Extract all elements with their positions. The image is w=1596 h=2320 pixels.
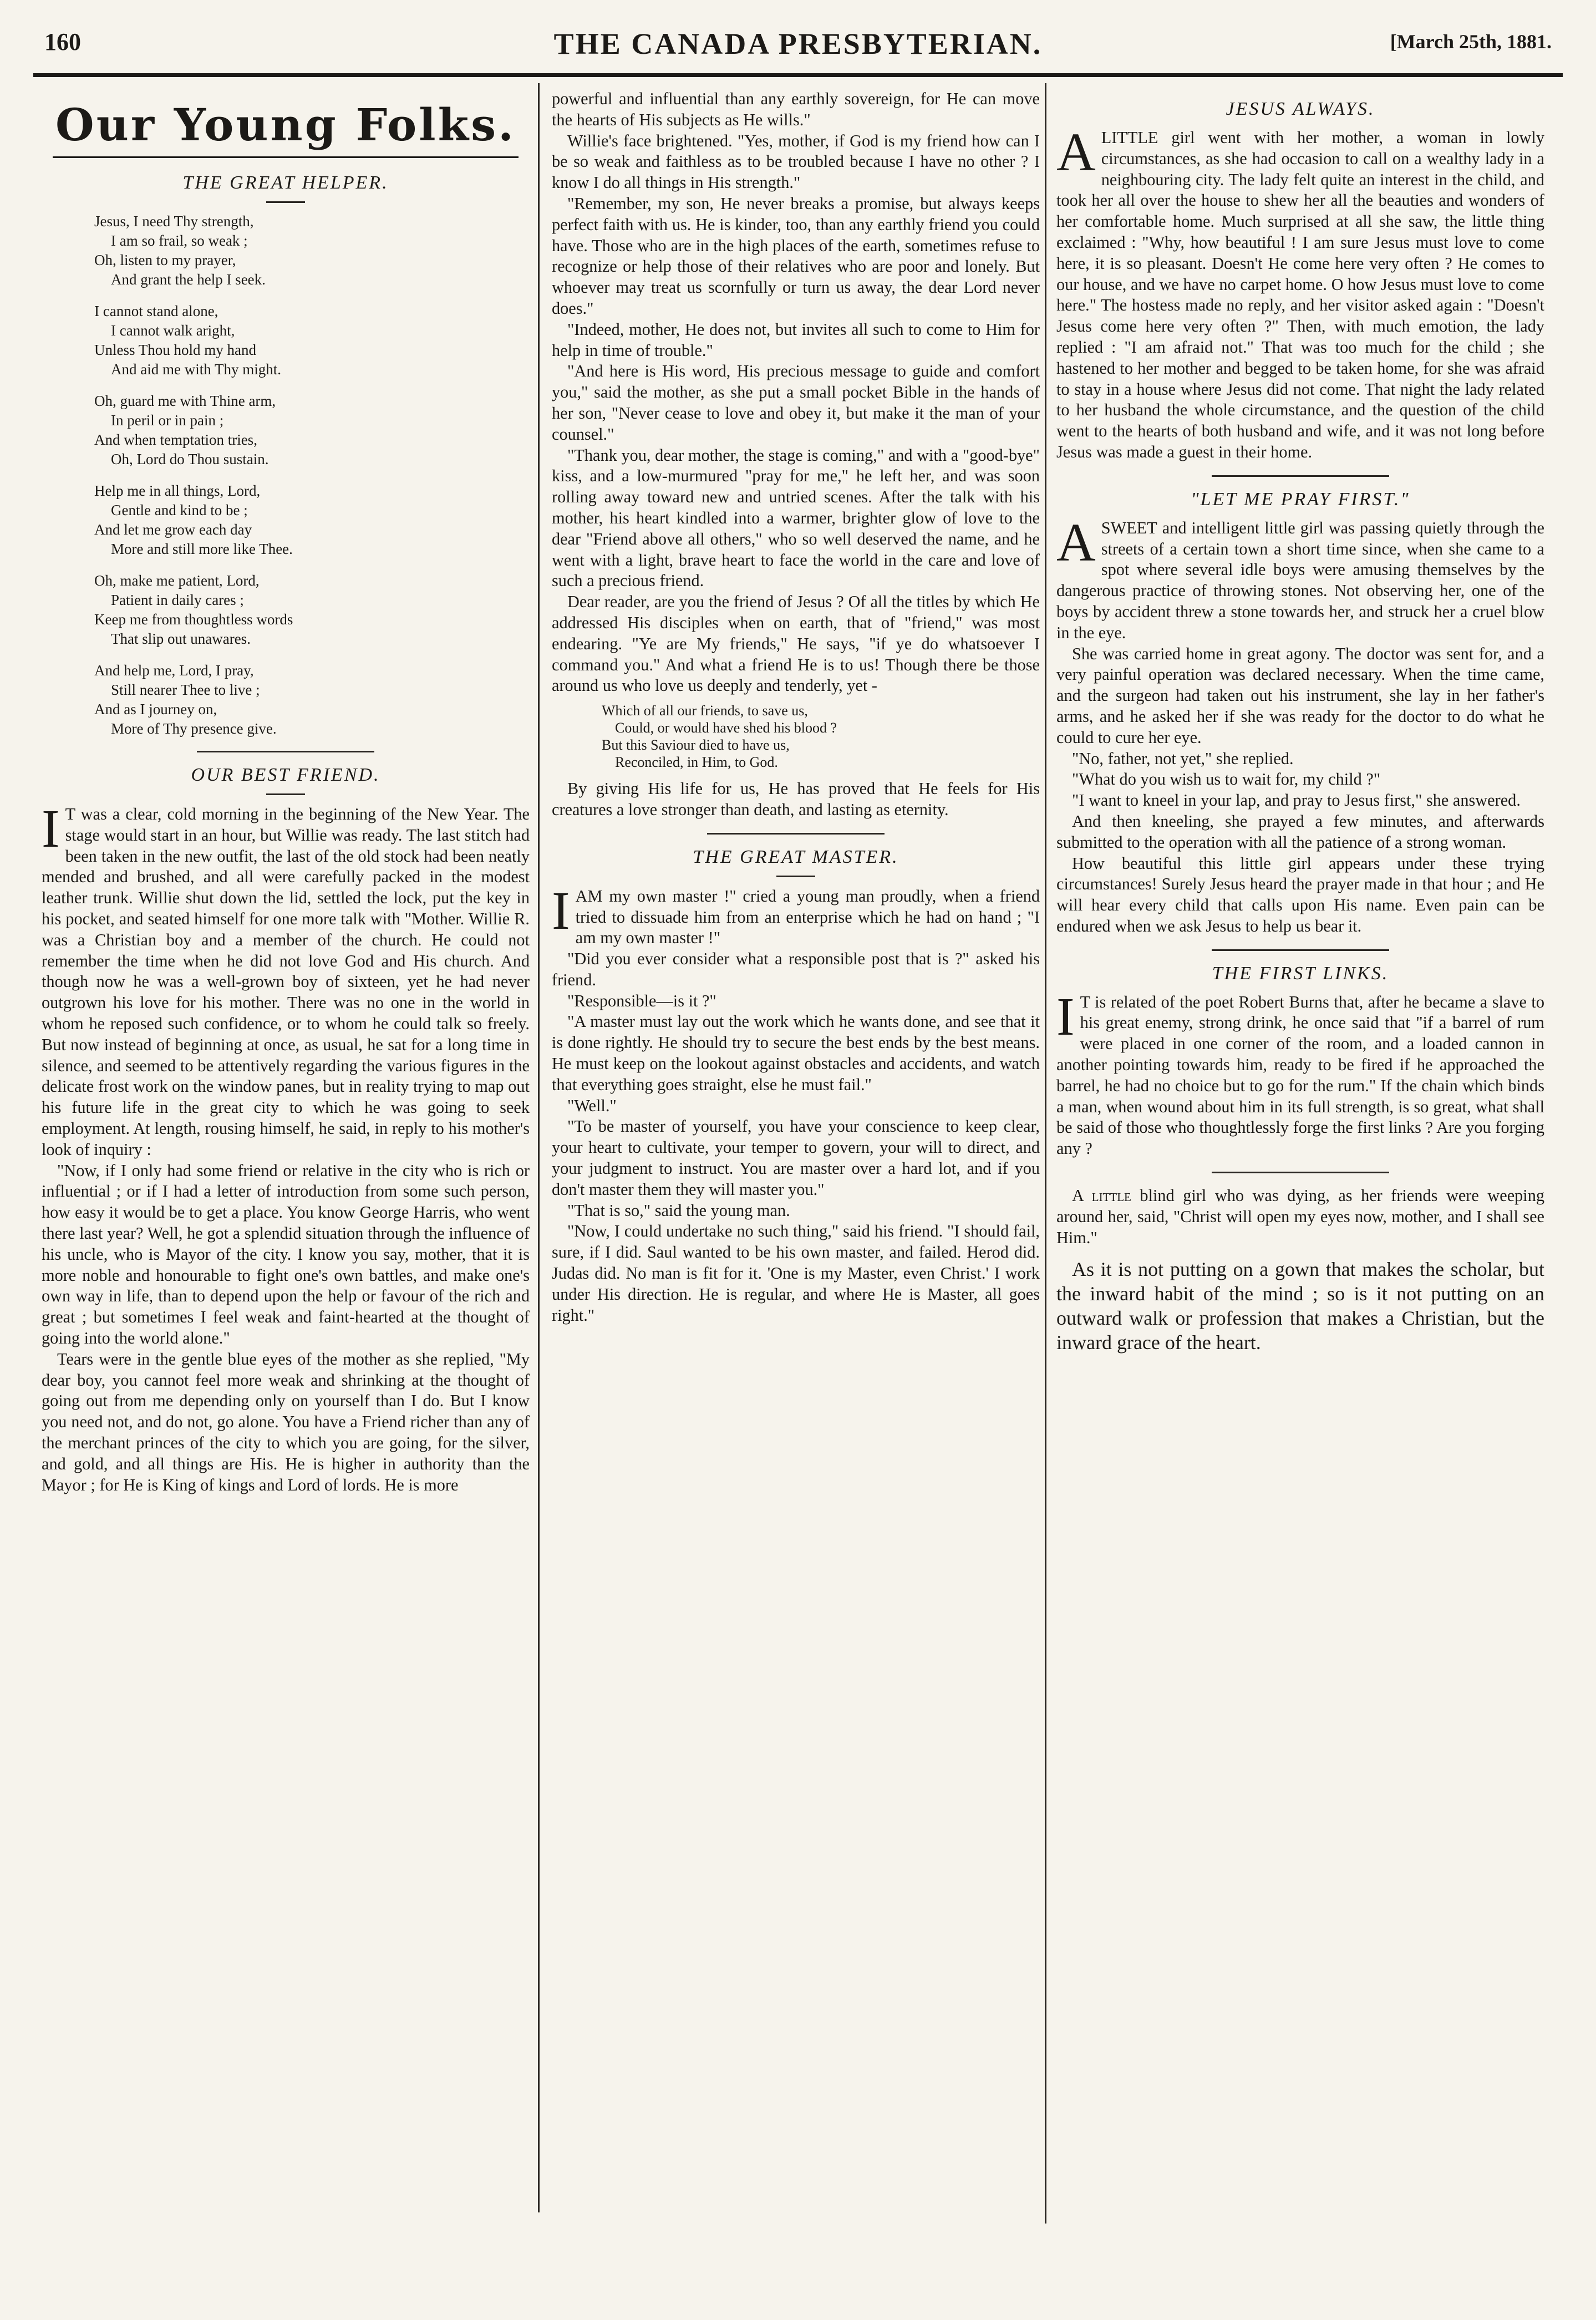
article-paragraph — [1056, 123, 1544, 463]
article-paragraph: "Now, if I only had some friend or relative in the city who is rich or influential ; or if I had a letter of introduction from some such person, how easy it would be to get a place. You know George Harris, who went there last year? Well, he got a splendid situation through the influence of his uncle, who is Mayor of the city. I know you say, mother, that it is more noble and honourable to fight one's own battles, and make one's own way in life, than to depend upon the help or favour of the rich and great ; but sometimes I feel weak and faint-hearted at the thought of going into the world alone." — [42, 1161, 530, 1347]
article-paragraph — [1056, 986, 1544, 1159]
article-paragraph: "Now, I could undertake no such thing," said his friend. "I should fail, sure, if I did. Saul wanted to be his own master, and failed. Herod did. Judas did. No man is fit for it. 'One is my Master, even Christ.' I work under His direction. He is regular, and where He is Master, all goes right." — [552, 1222, 1040, 1325]
verse-line: Reconciled, in Him, to God. — [615, 754, 778, 771]
article-paragraph: "And here is His word, His precious message to guide and comfort you," said the mother, as she put a small pocket Bible in the hands of her son, "Never cease to love and obey it, but make it the man of your counsel." — [552, 362, 1040, 444]
poem-line: Jesus, I need Thy strength, — [94, 213, 254, 230]
article-paragraph: "A master must lay out the work which he wants done, and see that it is done rightly. He should try to secure the best ends by the best means. He must keep on the lookout against obstacles and accidents, and watch that everything goes straight, else he must fail." — [552, 1012, 1040, 1094]
poem-line: Keep me from thoughtless words — [94, 611, 293, 628]
poem-line: And help me, Lord, I pray, — [94, 662, 254, 679]
article-paragraph: By giving His life for us, He has proved that He feels for His creatures a love stronger than death, and lasting as eternity. — [552, 779, 1040, 819]
divider — [1212, 949, 1389, 951]
paragraph-text: and intelligent little girl was passing quietly through the streets of a certain town a short time since, when she came to a spot where several idle boys were amusing themselves by the dangerous practice of throwing stones. Not observing her, one of the boys by accident threw a stone towards her, and struck her a cruel blow in the eye. — [1056, 518, 1544, 642]
divider — [1212, 475, 1389, 477]
divider — [266, 793, 305, 795]
divider — [197, 751, 374, 752]
article-paragraph — [1056, 512, 1544, 644]
section-title-let-me-pray-first: "LET ME PRAY FIRST." — [1191, 489, 1410, 510]
drop-cap: I — [1056, 986, 1075, 1047]
poem-line: And aid me with Thy might. — [111, 361, 281, 378]
poem-line: In peril or in pain ; — [111, 412, 224, 429]
poem-line: Unless Thou hold my hand — [94, 342, 256, 358]
article-paragraph: "Did you ever consider what a responsible post that is ?" asked his friend. — [552, 949, 1040, 989]
column-divider — [1045, 83, 1046, 2224]
poem-line: Oh, Lord do Thou sustain. — [111, 451, 269, 467]
article-paragraph: "Well." — [567, 1096, 617, 1115]
paragraph-text: T was a clear, cold morning in the beginning of the New Year. The stage would start in an hour, but Willie was ready. The last stitch had been taken in the new outfit, the last of the old stock had been neatly mended and brushed, and all were carefully packed in the modest leather trunk. Willie shut down the lid, settled the lock, put the key in his pocket, and seated himself for one more talk with "Mother. Willie R. was a Christian boy and a member of the church. He could not remember the time when he did not love God and His church. And though now he was a well-grown boy of sixteen, yet he had never outgrown his love for his mother. There was no one in the world in whom he reposed such confidence, or to whom he could talk so freely. But now instead of beginning at once, as usual, he sat for a long time in silence, and seemed to be attentively regarding the various figures in the delicate frost work on the window panes, but in reality trying to map out his future life in the great city to which he was going to seek employment. At length, rousing himself, he said, in reply to his mother's look of inquiry : — [42, 805, 530, 1159]
poem-line: Still nearer Thee to live ; — [111, 681, 260, 698]
drop-cap: A — [1056, 123, 1096, 182]
lead-word: LITTLE — [1101, 128, 1158, 147]
poem-stanza — [94, 661, 530, 739]
poem-line: Patient in daily cares ; — [111, 592, 244, 608]
article-paragraph: "To be master of yourself, you have your conscience to keep clear, your heart to cultivate, your temper to govern, your will to direct, and your judgment to instruct. You are master over a hard lot, and if you don't master them they will master you." — [552, 1117, 1040, 1199]
article-paragraph: "No, father, not yet," she replied. — [1072, 749, 1294, 768]
quoted-verse — [602, 702, 1040, 771]
poem-line: And as I journey on, — [94, 701, 217, 718]
poem-great-helper — [94, 212, 530, 739]
section-title-jesus-always: JESUS ALWAYS. — [1226, 99, 1375, 119]
page-number: 160 — [44, 28, 81, 55]
paragraph-text: blind girl who was dying, as her friends were weeping around her, said, "Christ will open my eyes now, mother, and I shall see Him." — [1056, 1186, 1544, 1247]
article-paragraph: And then kneeling, she prayed a few minutes, and afterwards submitted to the operation with all the patience of a strong woman. — [1056, 811, 1544, 852]
article-paragraph: Tears were in the gentle blue eyes of the mother as she replied, "My dear boy, you cannot feel more weak and shrinking at the thought of going out from me depending only on yourself than I do. But I know you need not, and do not, go alone. You have a Friend richer than any of the merchant princes of the city to which you are going, for the silver, and gold, and all things are His. He is higher in authority than the Mayor ; for He is King of kings and Lord of lords. He is more — [42, 1349, 530, 1494]
drop-cap: A — [1056, 512, 1096, 573]
poem-stanza — [94, 391, 530, 469]
divider — [776, 876, 815, 877]
poem-line: Oh, listen to my prayer, — [94, 252, 236, 268]
article-paragraph: "What do you wish us to wait for, my child ?" — [1072, 770, 1381, 789]
article-paragraph: How beautiful this little girl appears under these trying circumstances! Surely Jesus heard the prayer made in that hour ; and He will hear every child that calls upon His name. Even pain can be endured when we ask Jesus to help us bear it. — [1056, 853, 1544, 935]
department-title: Our Young Folks. — [55, 99, 516, 151]
divider — [1212, 1172, 1389, 1173]
closing-maxim: As it is not putting on a gown that makes the scholar, but the inward habit of the mind ; so is it not putting on an outward walk or profession that makes a Christian, but the inward grace of the heart. — [1056, 1258, 1544, 1354]
drop-cap: I — [552, 881, 570, 941]
poem-line: Oh, guard me with Thine arm, — [94, 393, 276, 409]
poem-line: Gentle and kind to be ; — [111, 502, 248, 518]
poem-line: I am so frail, so weak ; — [111, 232, 248, 249]
poem-line: Oh, make me patient, Lord, — [94, 572, 260, 589]
issue-date: [March 25th, 1881. — [1390, 30, 1552, 53]
article-paragraph — [1056, 1186, 1544, 1248]
poem-line: And grant the help I seek. — [111, 271, 266, 288]
paragraph-text: AM my own master !" cried a young man proudly, when a friend tried to dissuade him from an enterprise which he had on hand ; "I am my own master !" — [575, 886, 1040, 948]
poem-line: More of Thy presence give. — [111, 720, 277, 737]
verse-line: Could, or would have shed his blood ? — [615, 720, 837, 736]
article-paragraph: "Responsible—is it ?" — [567, 991, 716, 1010]
divider — [53, 156, 519, 158]
section-title-best-friend: OUR BEST FRIEND. — [191, 765, 380, 785]
poem-line: And when temptation tries, — [94, 431, 257, 448]
drop-cap: I — [42, 799, 60, 859]
article-paragraph: "Thank you, dear mother, the stage is coming," and with a "good-bye" kiss, and a low-murmured "pray for me," he left her, and was soon rolling away toward new and untried scenes. After the talk with his mother, his heart kindled into a warmer, brighter glow of love to the dear "Friend above all others," who so well deserved the name, and he went with a light, brave heart to face the world in the care and love of such a precious friend. — [552, 445, 1040, 591]
poem-stanza — [94, 212, 530, 289]
column-divider — [538, 83, 540, 2212]
lead-word: SWEET — [1101, 518, 1157, 537]
poem-line: Help me in all things, Lord, — [94, 482, 261, 499]
poem-stanza — [94, 302, 530, 379]
divider — [707, 833, 885, 835]
section-title-first-links: THE FIRST LINKS. — [1212, 963, 1389, 984]
verse-line: Which of all our friends, to save us, — [602, 703, 808, 719]
masthead — [33, 22, 1563, 67]
poem-stanza — [94, 571, 530, 649]
section-title-great-helper: THE GREAT HELPER. — [182, 172, 389, 193]
lead-word: A little — [1072, 1186, 1131, 1205]
article-paragraph: "Remember, my son, He never breaks a promise, but always keeps perfect faith with us. He is kinder, too, than any earthly friend you could have. Those who are in the high places of the earth, sometimes refuse to recognize or help those of their relatives who are poor and lonely. But whoever may treat us scornfully or turn us away, the dear Lord never does." — [552, 194, 1040, 318]
article-paragraph: She was carried home in great agony. The doctor was sent for, and a very painful operation was declared necessary. When the time came, and the surgeon had taken out his instrument, she lay in her father's arms, and he asked her if she was ready for the doctor to do what he could to cure her eye. — [1056, 644, 1544, 747]
article-paragraph: "I want to kneel in your lap, and pray to Jesus first," she answered. — [1072, 791, 1521, 810]
divider — [266, 201, 305, 203]
article-paragraph — [42, 799, 530, 1161]
article-paragraph — [552, 881, 1040, 949]
poem-line: More and still more like Thee. — [111, 541, 293, 557]
column-middle — [552, 89, 1040, 2251]
verse-line: But this Saviour died to have us, — [602, 737, 790, 754]
poem-line: That slip out unawares. — [111, 630, 251, 647]
paragraph-text: girl went with her mother, a woman in lowly circumstances, as she had occasion to call on a wealthy lady in a neighbouring city. The lady felt quite an interest in the child, and took her all over the house to shew her all the beauties and wonders of her comfortable home. Much surprised at all she saw, the little thing exclaimed : "Why, how beautiful ! I am sure Jesus must love to come here, it is so pleasant. Doesn't He come here very often ? He comes to our house, and we have no carpet home. O how Jesus must love to come here." The hostess made no reply, and her visitor asked again : "Doesn't Jesus come here very often ?" Then, with much emotion, the lady replied : "I am afraid not." That was too much for the child ; she hastened to her mother and begged to be taken home, for she was afraid to stay in a house where Jesus did not come. That night the lady related to her husband the whole circumstance, and the question of the child went to the hearts of both husband and wife, and it was not long before Jesus was made a guest in their home. — [1056, 128, 1544, 461]
article-paragraph: powerful and influential than any earthly sovereign, for He can move the hearts of His subjects as He wills." — [552, 89, 1040, 129]
article-paragraph: Dear reader, are you the friend of Jesus ? Of all the titles by which He addressed His disciples when on earth, that of "friend," was most endearing. "Ye are My friends," He says, "if ye do whatsoever I command you." And what a friend He is to us! Though there be those around us who love us deeply and tenderly, yet - — [552, 592, 1040, 695]
poem-stanza — [94, 481, 530, 559]
article-paragraph: "That is so," said the young man. — [567, 1200, 790, 1220]
poem-line: And let me grow each day — [94, 521, 252, 538]
column-right — [1056, 89, 1544, 2298]
article-paragraph: "Indeed, mother, He does not, but invites all such to come to Him for help in time of trouble." — [552, 319, 1040, 360]
newspaper-title: THE CANADA PRESBYTERIAN. — [553, 27, 1043, 60]
paragraph-text: T is related of the poet Robert Burns that, after he became a slave to his great enemy, strong drink, he once said that "if a barrel of rum were placed in one corner of the room, and a loaded cannon in another pointing towards him, ready to be fired if he approached the barrel, he had no choice but to go for the rum." If the chain which binds a man, when wound about him in its full strength, is so great, what shall be said of those who thoughtlessly forge the first links ? Are you forging any ? — [1056, 992, 1544, 1158]
masthead-rule — [33, 73, 1563, 77]
section-title-great-master: THE GREAT MASTER. — [693, 846, 899, 867]
poem-line: I cannot stand alone, — [94, 303, 218, 319]
article-paragraph: Willie's face brightened. "Yes, mother, if God is my friend how can I be so weak and faithless as to be troubled because I have no other ? I know I do all things in His strength." — [552, 131, 1040, 192]
column-left — [42, 89, 530, 2296]
poem-line: I cannot walk aright, — [111, 322, 235, 339]
